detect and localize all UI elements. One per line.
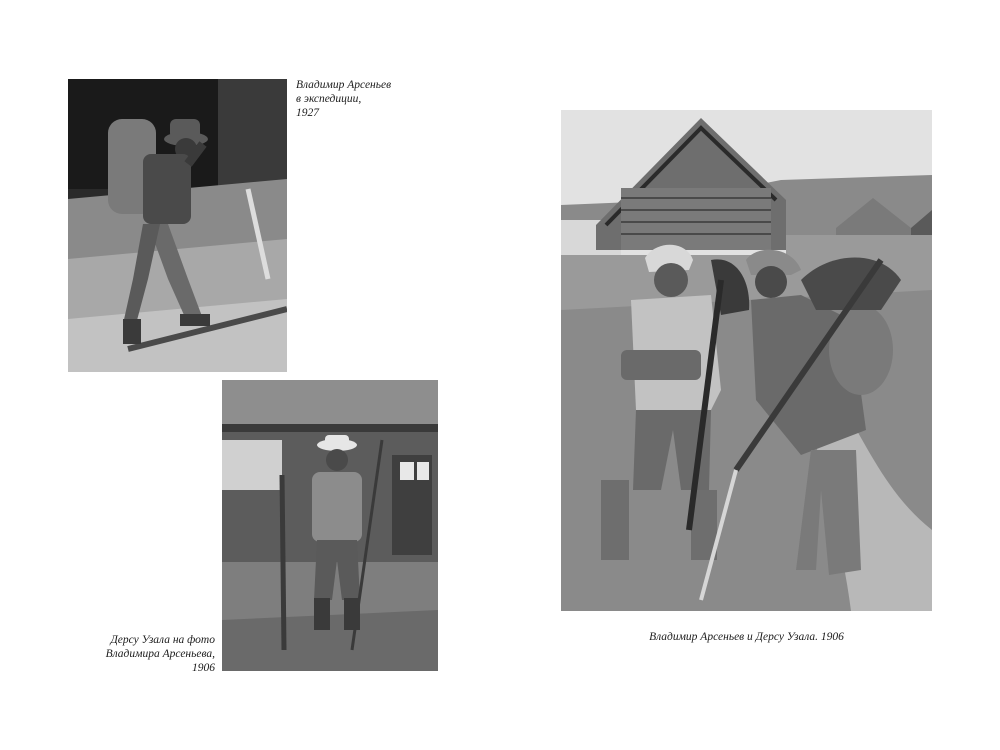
caption-arseniev-expedition <box>296 78 391 120</box>
photo-arseniev-and-dersu <box>561 110 932 611</box>
caption-line: 1927 <box>296 107 319 119</box>
caption-line: Владимир Арсеньев и Дерсу Узала. 1906 <box>649 631 844 643</box>
caption-line: Владимира Арсеньева, <box>105 648 215 660</box>
photo-dersu-uzala <box>222 380 438 671</box>
caption-arseniev-and-dersu <box>561 630 932 644</box>
caption-dersu-uzala <box>92 633 215 675</box>
caption-line: 1906 <box>192 662 215 674</box>
caption-line: Дерсу Узала на фото <box>110 634 215 646</box>
caption-line: в экспедиции, <box>296 93 362 105</box>
photo-arseniev-expedition <box>68 79 287 372</box>
caption-line: Владимир Арсеньев <box>296 79 392 91</box>
